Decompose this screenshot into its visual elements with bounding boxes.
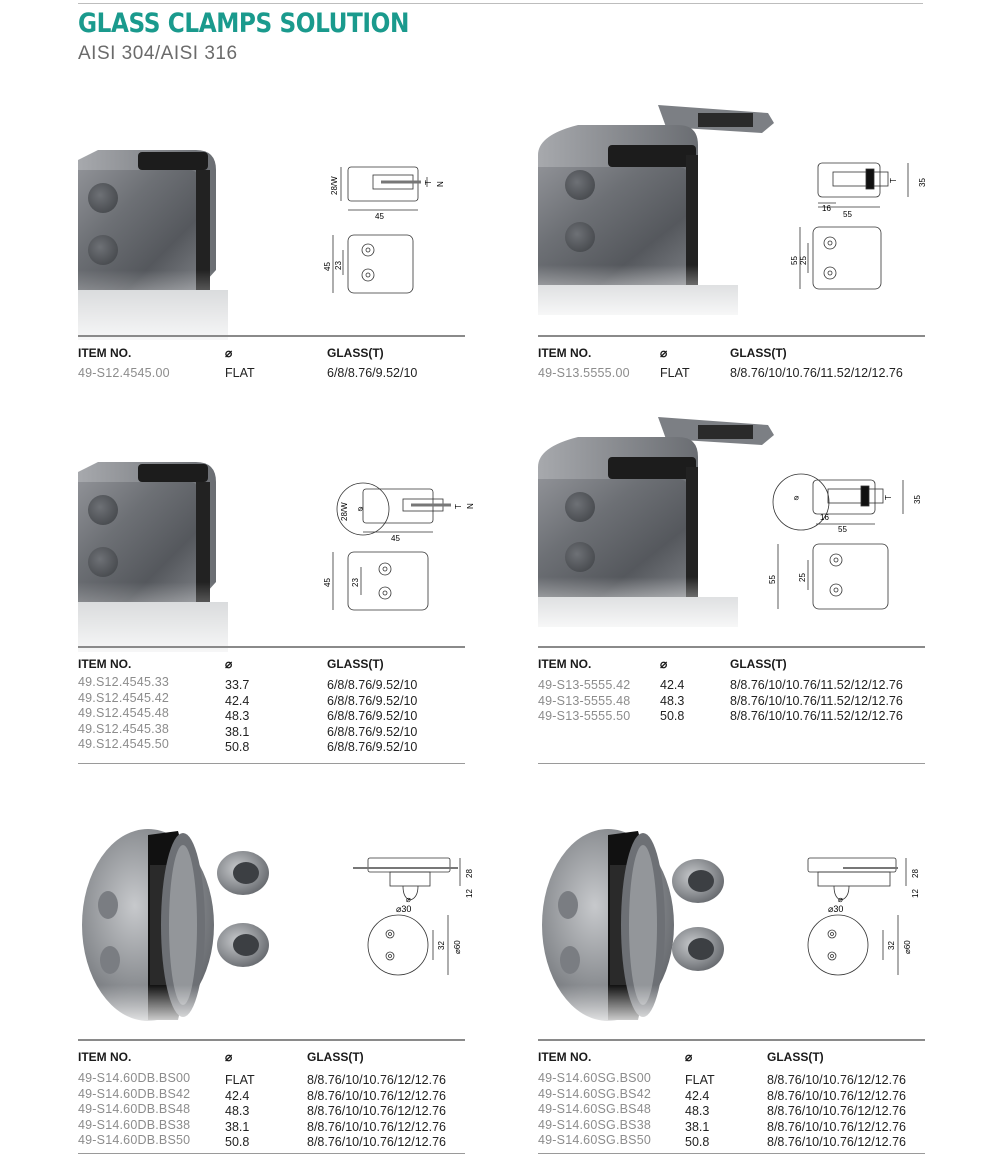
diameter: 38.1 bbox=[225, 724, 250, 739]
drawing-label: N bbox=[466, 503, 475, 509]
table-rule bbox=[78, 646, 465, 648]
page-title: GLASS CLAMPS SOLUTION bbox=[78, 8, 409, 39]
col-item-header: ITEM NO. bbox=[78, 657, 132, 671]
item-no: 49-S14.60SG.BS48 bbox=[538, 1102, 651, 1116]
item-no: 49.S12.4545.38 bbox=[78, 721, 170, 736]
glass-thickness: 6/8/8.76/9.52/10 bbox=[327, 709, 418, 723]
col-item-header: ITEM NO. bbox=[538, 1050, 592, 1064]
page-subtitle: AISI 304/AISI 316 bbox=[78, 43, 238, 64]
drawing-label: 23 bbox=[351, 578, 360, 587]
glass-thickness: 8/8.76/10/10.76/12/12.76 bbox=[767, 1073, 907, 1087]
round-clamp-db-photo bbox=[78, 825, 278, 1030]
diameter: 48.3 bbox=[685, 1104, 710, 1118]
spec-table bbox=[538, 1071, 925, 1149]
top-rule bbox=[78, 3, 923, 4]
spec-table bbox=[538, 678, 925, 725]
large-clamp-tube-photo bbox=[538, 407, 778, 637]
product-card-s14-sg bbox=[538, 805, 925, 1165]
diameter: 38.1 bbox=[225, 1119, 250, 1134]
product-card-s12-tube bbox=[78, 412, 475, 762]
square-clamp-tube-photo bbox=[78, 452, 228, 667]
glass-thickness: 8/8.76/10/10.76/12/12.76 bbox=[307, 1119, 447, 1134]
table-row bbox=[78, 675, 465, 691]
drawing-label: 16 bbox=[820, 513, 829, 522]
table-rule bbox=[538, 1039, 925, 1041]
table-rule bbox=[78, 1039, 465, 1041]
table-row bbox=[78, 722, 465, 738]
item-no: 49-S14.60DB.BS48 bbox=[78, 1102, 191, 1116]
item-no: 49.S12.4545.42 bbox=[78, 690, 170, 705]
table-row bbox=[78, 1118, 465, 1134]
col-dia-header: ⌀ bbox=[685, 1050, 693, 1064]
drawing-label: T bbox=[424, 180, 433, 185]
col-dia-header: ⌀ bbox=[225, 657, 233, 671]
table-row bbox=[78, 1133, 465, 1149]
table-row bbox=[538, 1087, 925, 1103]
glass-thickness: 8/8.76/10/10.76/12/12.76 bbox=[307, 1088, 447, 1103]
drawing-label: 16 bbox=[822, 204, 831, 213]
square-clamp-drawing bbox=[323, 155, 483, 305]
glass-thickness: 8/8.76/10/10.76/12/12.76 bbox=[307, 1135, 447, 1149]
drawing-label: 32 bbox=[887, 941, 896, 950]
table-row bbox=[538, 1118, 925, 1134]
drawing-label: 28/W bbox=[340, 502, 349, 521]
glass-thickness: 8/8.76/10/10.76/12/12.76 bbox=[767, 1119, 907, 1134]
table-rule bbox=[538, 646, 925, 648]
drawing-label: ⌀ bbox=[838, 895, 843, 904]
col-item-header: ITEM NO. bbox=[78, 1050, 132, 1064]
item-no: 49.S12.4545.50 bbox=[78, 737, 170, 751]
drawing-label: ⌀60 bbox=[453, 940, 462, 954]
diameter: 48.3 bbox=[660, 693, 685, 708]
table-bottom-rule bbox=[78, 763, 465, 764]
diameter: FLAT bbox=[225, 366, 255, 380]
glass-thickness: 6/8/8.76/9.52/10 bbox=[327, 724, 418, 739]
drawing-label: ⌀ bbox=[406, 895, 411, 904]
table-row bbox=[538, 1102, 925, 1118]
table-row bbox=[538, 694, 925, 710]
item-no: 49-S14.60DB.BS50 bbox=[78, 1133, 191, 1147]
diameter: 42.4 bbox=[225, 1088, 250, 1103]
glass-thickness: 8/8.76/10/10.76/12/12.76 bbox=[767, 1104, 907, 1118]
table-row bbox=[538, 678, 925, 694]
drawing-label: 55 bbox=[790, 256, 799, 265]
table-rule bbox=[78, 335, 465, 337]
diameter: 38.1 bbox=[685, 1119, 710, 1134]
glass-thickness: 8/8.76/10/10.76/11.52/12/12.76 bbox=[730, 366, 903, 380]
large-clamp-drawing bbox=[778, 155, 938, 305]
table-row bbox=[538, 1133, 925, 1149]
diameter: 50.8 bbox=[225, 740, 250, 754]
glass-thickness: 8/8.76/10/10.76/11.52/12/12.76 bbox=[730, 709, 903, 723]
table-row bbox=[78, 706, 465, 722]
item-no: 49-S13-5555.42 bbox=[538, 678, 631, 692]
drawing-label: 25 bbox=[799, 256, 808, 265]
table-bottom-rule bbox=[538, 763, 925, 764]
glass-thickness: 8/8.76/10/10.76/12/12.76 bbox=[307, 1073, 447, 1087]
col-dia-header: ⌀ bbox=[225, 346, 233, 360]
drawing-label: 45 bbox=[323, 578, 332, 587]
table-row bbox=[78, 737, 465, 753]
large-clamp-photo bbox=[538, 95, 778, 325]
table-row bbox=[78, 691, 465, 707]
drawing-label: 12 bbox=[911, 889, 920, 898]
item-no: 49-S13-5555.48 bbox=[538, 693, 631, 708]
glass-thickness: 8/8.76/10/10.76/11.52/12/12.76 bbox=[730, 693, 903, 708]
diameter: 48.3 bbox=[225, 709, 250, 723]
drawing-label: 23 bbox=[334, 261, 343, 270]
item-no: 49.S12.4545.48 bbox=[78, 706, 170, 720]
drawing-label: T bbox=[889, 178, 898, 183]
table-row bbox=[78, 366, 465, 382]
square-clamp-photo bbox=[78, 140, 228, 355]
col-item-header: ITEM NO. bbox=[538, 657, 592, 671]
item-no: 49-S13-5555.50 bbox=[538, 709, 631, 723]
drawing-label: ⌀60 bbox=[903, 940, 912, 954]
drawing-label: 45 bbox=[323, 262, 332, 271]
large-clamp-tube-drawing bbox=[768, 472, 938, 622]
diameter: 42.4 bbox=[660, 678, 685, 692]
table-rule bbox=[538, 335, 925, 337]
drawing-label: 45 bbox=[375, 212, 384, 221]
table-row bbox=[78, 1071, 465, 1087]
drawing-label: N bbox=[436, 181, 445, 187]
item-no: 49.S12.4545.33 bbox=[78, 675, 170, 689]
col-glass-header: GLASS(T) bbox=[327, 346, 384, 360]
drawing-label: 55 bbox=[838, 525, 847, 534]
table-row bbox=[78, 1087, 465, 1103]
col-glass-header: GLASS(T) bbox=[730, 346, 787, 360]
diameter: FLAT bbox=[660, 366, 690, 380]
diameter: 50.8 bbox=[660, 709, 685, 723]
product-card-s12-flat bbox=[78, 100, 465, 390]
spec-table bbox=[78, 675, 465, 753]
item-no: 49-S14.60SG.BS00 bbox=[538, 1071, 651, 1085]
glass-thickness: 6/8/8.76/9.52/10 bbox=[327, 678, 418, 692]
drawing-label: ⌀30 bbox=[828, 904, 844, 914]
col-glass-header: GLASS(T) bbox=[730, 657, 787, 671]
drawing-label: 12 bbox=[465, 889, 474, 898]
diameter: 42.4 bbox=[225, 693, 250, 708]
col-dia-header: ⌀ bbox=[225, 1050, 233, 1064]
drawing-label: ⌀ bbox=[358, 504, 363, 513]
item-no: 49-S14.60SG.BS38 bbox=[538, 1117, 651, 1132]
round-clamp-db-drawing bbox=[348, 850, 498, 990]
glass-thickness: 6/8/8.76/9.52/10 bbox=[327, 740, 418, 754]
drawing-label: 28 bbox=[465, 869, 474, 878]
diameter: 33.7 bbox=[225, 678, 250, 692]
diameter: 50.8 bbox=[225, 1135, 250, 1149]
col-dia-header: ⌀ bbox=[660, 346, 668, 360]
spec-table bbox=[78, 366, 465, 382]
drawing-label: 28/W bbox=[330, 176, 339, 195]
item-no: 49-S12.4545.00 bbox=[78, 366, 170, 380]
col-item-header: ITEM NO. bbox=[78, 346, 132, 360]
round-clamp-sg-photo bbox=[538, 825, 738, 1030]
item-no: 49-S13.5555.00 bbox=[538, 366, 630, 380]
col-item-header: ITEM NO. bbox=[538, 346, 592, 360]
drawing-label: 35 bbox=[913, 495, 922, 504]
diameter: 50.8 bbox=[685, 1135, 710, 1149]
drawing-label: T bbox=[884, 495, 893, 500]
item-no: 49-S14.60SG.BS50 bbox=[538, 1133, 651, 1147]
table-row bbox=[538, 709, 925, 725]
col-dia-header: ⌀ bbox=[660, 657, 668, 671]
glass-thickness: 6/8/8.76/9.52/10 bbox=[327, 693, 418, 708]
diameter: 42.4 bbox=[685, 1088, 710, 1103]
col-glass-header: GLASS(T) bbox=[307, 1050, 364, 1064]
item-no: 49-S14.60DB.BS38 bbox=[78, 1117, 191, 1132]
item-no: 49-S14.60DB.BS00 bbox=[78, 1071, 191, 1085]
round-clamp-sg-drawing bbox=[798, 850, 948, 990]
item-no: 49-S14.60DB.BS42 bbox=[78, 1086, 191, 1101]
drawing-label: T bbox=[454, 504, 463, 509]
glass-thickness: 8/8.76/10/10.76/12/12.76 bbox=[767, 1135, 907, 1149]
diameter: FLAT bbox=[225, 1073, 255, 1087]
drawing-label: 45 bbox=[391, 534, 400, 543]
spec-table bbox=[538, 366, 925, 382]
drawing-label: 35 bbox=[918, 178, 927, 187]
product-card-s14-db bbox=[78, 805, 474, 1165]
product-card-s13-tube bbox=[538, 412, 925, 762]
col-glass-header: GLASS(T) bbox=[327, 657, 384, 671]
table-row bbox=[538, 1071, 925, 1087]
table-row bbox=[78, 1102, 465, 1118]
diameter: 48.3 bbox=[225, 1104, 250, 1118]
drawing-label: ⌀30 bbox=[396, 904, 412, 914]
diameter: FLAT bbox=[685, 1073, 715, 1087]
table-row bbox=[538, 366, 925, 382]
glass-thickness: 8/8.76/10/10.76/12/12.76 bbox=[307, 1104, 447, 1118]
drawing-label: 32 bbox=[437, 941, 446, 950]
product-card-s13-flat bbox=[538, 100, 925, 390]
drawing-label: ⌀ bbox=[794, 493, 799, 502]
square-clamp-tube-drawing bbox=[323, 477, 483, 627]
drawing-label: 25 bbox=[798, 573, 807, 582]
glass-thickness: 8/8.76/10/10.76/11.52/12/12.76 bbox=[730, 678, 903, 692]
table-bottom-rule bbox=[538, 1153, 925, 1154]
glass-thickness: 6/8/8.76/9.52/10 bbox=[327, 366, 418, 380]
drawing-label: 55 bbox=[843, 210, 852, 219]
drawing-label: 55 bbox=[768, 575, 777, 584]
glass-thickness: 8/8.76/10/10.76/12/12.76 bbox=[767, 1088, 907, 1103]
spec-table bbox=[78, 1071, 465, 1149]
table-bottom-rule bbox=[78, 1153, 465, 1154]
drawing-label: 28 bbox=[911, 869, 920, 878]
item-no: 49-S14.60SG.BS42 bbox=[538, 1086, 651, 1101]
col-glass-header: GLASS(T) bbox=[767, 1050, 824, 1064]
